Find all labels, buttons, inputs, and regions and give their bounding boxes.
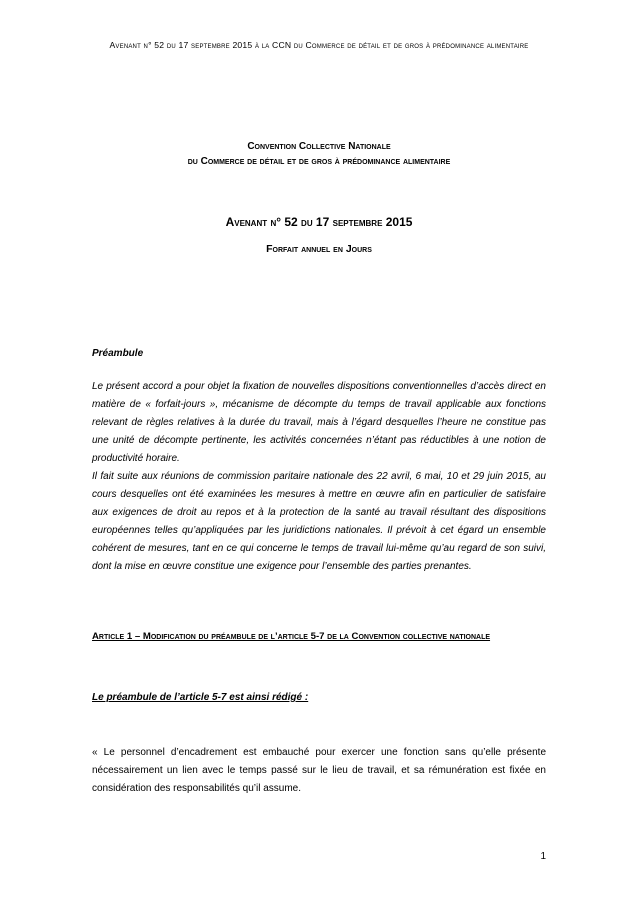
- title-avenant: Avenant n° 52 du 17 septembre 2015: [225, 215, 413, 229]
- preamble-heading: Préambule: [92, 348, 144, 359]
- article-1-subheading: Le préambule de l’article 5-7 est ainsi rédigé :: [92, 692, 309, 703]
- article-1-quote: « Le personnel d’encadrement est embauché pour exercer une fonction sans qu’elle présente nécessairement un lien avec le temps passé sur le lieu de travail, et sa rémunération est fixée en considération des responsabilités qu’il assume.: [92, 747, 546, 794]
- preamble-paragraph-2: Il fait suite aux réunions de commission paritaire nationale des 22 avril, 6 mai, 10 et 29 juin 2015, au cours desquelles ont été examinées les mesures à mettre en œuvre afin en particulier de satisfaire aux exigences de droit au repos et à la protection de la santé au travail résultant des dispositions européennes telles qu’appliquées par les juridictions nationales. Il prévoit à cet égard un ensemble cohérent de mesures, tant en ce qui concerne le temps de travail lui-même qu’au regard de son suivi, dont la mise en œuvre constitue une exigence pour l’ensemble des parties prenantes.: [92, 471, 546, 572]
- running-header: Avenant n° 52 du 17 septembre 2015 à la CCN du Commerce de détail et de gros à prédominance alimentaire: [109, 40, 529, 50]
- title-sector: du Commerce de détail et de gros à prédominance alimentaire: [187, 156, 451, 167]
- preamble-paragraph-1: Le présent accord a pour objet la fixation de nouvelles dispositions conventionnelles d’accès direct en matière de « forfait-jours », mécanisme de décompte du temps de travail applicable aux fonctions relevant de règles relatives à la durée du travail, mais à l’égard desquelles l’heure ne constitue pas une unité de décompte pertinente, les activités concernées n’étant pas réductibles à une notion de productivité horaire.: [92, 381, 546, 464]
- title-subject: Forfait annuel en Jours: [266, 243, 372, 255]
- title-convention: Convention Collective Nationale: [247, 141, 391, 152]
- article-1-heading: Article 1 – Modification du préambule de l’article 5-7 de la Convention collective nationale: [92, 631, 491, 642]
- page-number: 1: [540, 851, 546, 862]
